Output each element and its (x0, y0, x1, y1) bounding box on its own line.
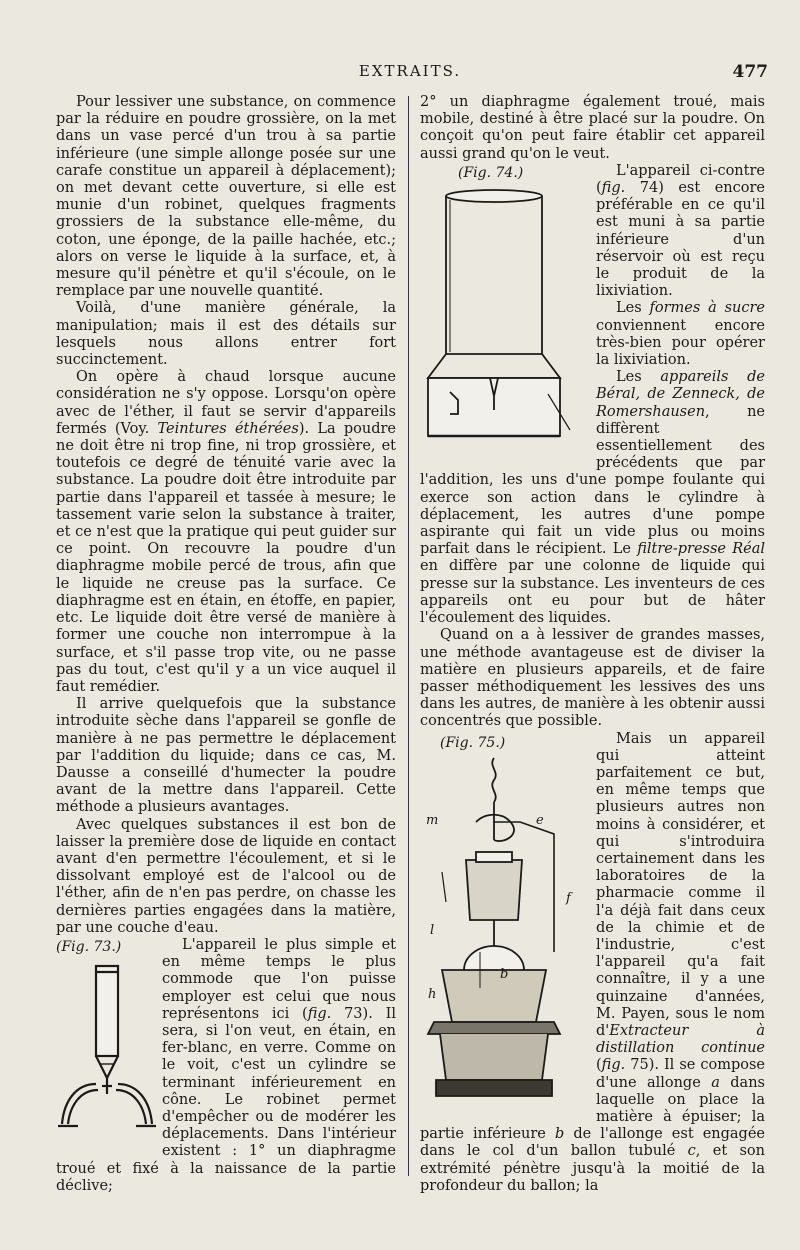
paragraph: Mais un appareil qui atteint parfaitement ce but, en même temps que plusieurs autres non moins à considérer, et qui s'introduira certainement dans les laboratoires de la pharmacie comme il l'a déjà fait dans ceux de la chimie et de l'industrie, c'est l'appareil qu'a fait connaître, il y a une quinzaine d'années, M. Payen, sous le nom d'Extracteur à distillation continue (fig. 75). Il se compose d'une allonge a dans laquelle on place la matière à épuiser; la partie inférieure b de l'allonge est engagée dans le col d'un ballon tubulé c, et son extrémité pénètre jusqu'à la moitié de la profondeur du ballon; la (420, 730, 766, 1194)
label-h: h (428, 986, 437, 1002)
figure-caption: (Fig. 75.) (440, 734, 506, 751)
paragraph: On opère à chaud lorsque aucune considération ne s'y oppose. Lorsqu'on opère avec de l'éther, il faut se servir d'appareils fermés (Voy. Teintures éthérées). La poudre ne doit être ni trop fine, ni trop grossière, et toutefois ce degré de ténuité varie avec la substance. La poudre doit être introduite par partie dans l'appareil et tassée à mesure; le tassement varie selon la substance à traiter, et ce n'est que la pratique qui peut guider sur ce point. On recouvre la poudre d'un diaphragme mobile percé de trous, afin que le liquide ne creuse pas la surface. Ce diaphragme est en étain, en étoffe, en papier, etc. Le liquide doit être versé de manière à former une couche non interrompue à la surface, et s'il passe trop vite, ou ne passe pas du tout, c'est qu'il y a un vice auquel il faut remédier. (56, 369, 396, 695)
displacement-apparatus-illustration (56, 956, 156, 1142)
column-divider (408, 96, 409, 1176)
running-title: EXTRAITS. (358, 62, 462, 80)
label-l: l (430, 922, 435, 938)
label-m: m (426, 812, 439, 828)
paragraph: Avec quelques substances il est bon de laisser la première dose de liquide en contact avant d'en permettre l'écoulement, et si le dissolvant employé est de l'alcool ou de l'éther, afin de n'en pas perdre, on chasse les dernières parties engagées dans la matière, par une couche d'eau. (56, 816, 396, 936)
page-header (40, 62, 780, 86)
paragraph: L'appareil le plus simple et en même temps le plus commode que l'on puisse employer est celui que nous représentons ici (fig. 73). Il sera, si l'on veut, en étain, en fer-blanc, en verre. Comme on le voit, c'est un cylindre se terminant inférieurement en cône. Le robinet permet d'empêcher ou de modérer les déplacements. Dans l'intérieur existent : 1° un diaphragme troué et fixé à la naissance de la partie déclive; (56, 936, 396, 1194)
figure-caption: (Fig. 74.) (458, 164, 524, 181)
figure-caption: (Fig. 73.) (56, 938, 122, 955)
paragraph: Les formes à sucre conviennent encore très-bien pour opérer la lixiviation. (596, 300, 765, 369)
paragraph: L'appareil ci-contre (fig. 74) est encore préférable en ce qu'il est muni à sa partie inférieure d'un réservoir où est reçu le produit de la lixiviation. (596, 162, 765, 300)
left-column (56, 94, 396, 1195)
reservoir-apparatus-illustration (420, 182, 590, 458)
label-e: e (536, 812, 544, 828)
figure-73 (56, 939, 156, 1144)
label-f: f (566, 890, 571, 906)
label-b: b (500, 966, 509, 982)
page-number: 477 (732, 62, 768, 82)
figure-74 (420, 165, 590, 463)
paragraph: Voilà, d'une manière générale, la manipulation; mais il est des détails sur lesquels nous allons entrer fort succinctement. (56, 300, 396, 369)
payen-extractor-illustration (420, 752, 590, 1110)
paragraph: Pour lessiver une substance, on commence par la réduire en poudre grossière, on la met dans un vase percé d'un trou à sa partie inférieure (une simple allonge posée sur une carafe constitue un appareil à déplacement); on met devant cette ouverture, si elle est munie d'un robinet, quelques fragments grossiers de la substance elle-même, du coton, une éponge, de la paille hachée, etc.; alors on verse le liquide à la surface, et, à mesure qu'il pénètre et qu'il s'écoule, on le remplace par une nouvelle quantité. (56, 94, 396, 300)
right-column (420, 94, 765, 1195)
italic-term: Teintures éthérées (157, 420, 299, 437)
paragraph: Quand on a à lessiver de grandes masses, une méthode avantageuse est de diviser la matière en plusieurs appareils, et de faire passer méthodiquement les lessives des uns dans les autres, de manière à les obtenir aussi concentrés que possible. (420, 627, 765, 730)
paragraph: 2° un diaphragme également troué, mais mobile, destiné à être placé sur la poudre. On conçoit qu'on peut faire établir cet appareil aussi grand qu'on le veut. (420, 94, 765, 162)
figure-75 (420, 735, 590, 1113)
paragraph: Il arrive quelquefois que la substance introduite sèche dans l'appareil se gonfle de manière à ne pas permettre le déplacement par l'addition du liquide; dans ce cas, M. Dausse a conseillé d'humecter la poudre avant de la mettre dans l'appareil. Cette méthode a plusieurs avantages. (56, 696, 396, 816)
paragraph: Les appareils de Béral, de Zenneck, de Romershausen, ne diffèrent essentiellement des précédents que par l'addition, les uns d'une pompe foulante qui exerce son action dans le cylindre à déplacement, les autres d'une pompe aspirante qui fait un vide plus ou moins parfait dans le récipient. Le filtre-presse Réal en diffère par une colonne de liquide qui presse sur la substance. Les inventeurs de ces appareils ont eu pour but de hâter l'écoulement des liquides. (420, 369, 766, 627)
